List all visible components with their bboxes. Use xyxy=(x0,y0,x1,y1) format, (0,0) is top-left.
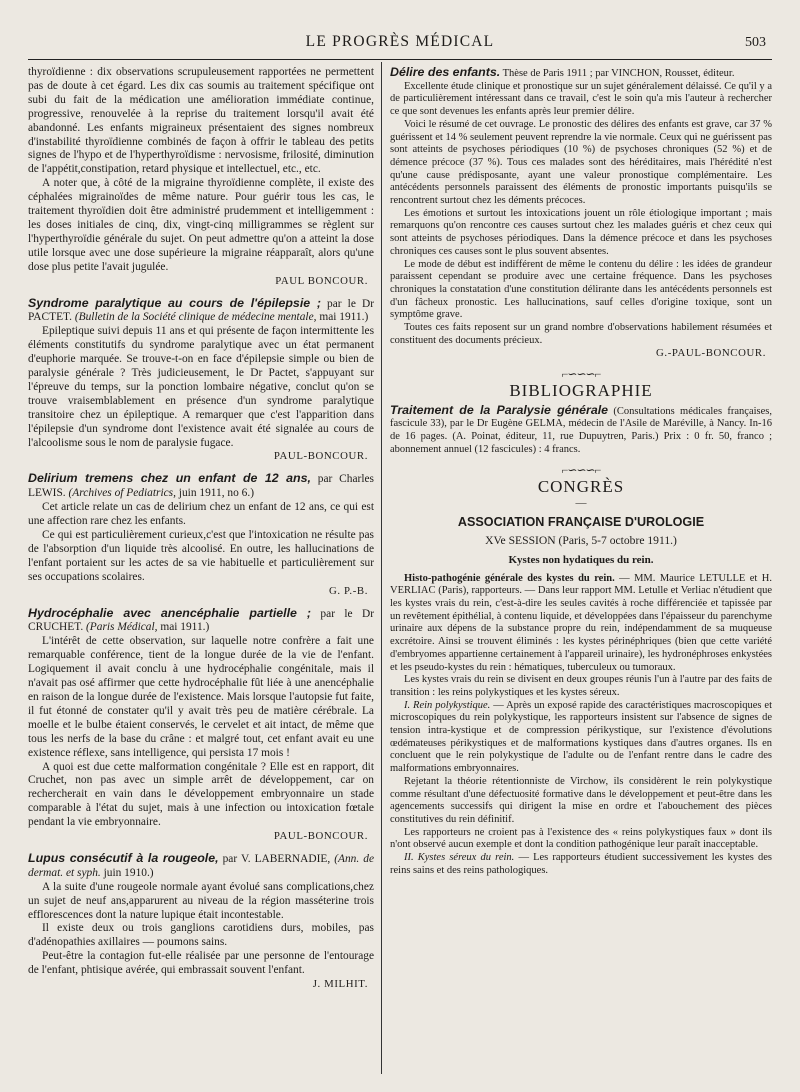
association-heading: ASSOCIATION FRANÇAISE D'UROLOGIE xyxy=(457,514,705,529)
abstract-hydrocephalie xyxy=(28,607,374,844)
article-author: par V. LABERNADIE, xyxy=(218,852,335,865)
column-divider xyxy=(381,62,382,1074)
paragraph: Voici le résumé de cet ouvrage. Le pronostic des délires des enfants est grave, car 37 % guérissent et 14 % seulement peuvent reprendre la vie normale. Ceux qui ne guérissent pas sont atteints de psychoses périodiques (10 %) de psychoses chroniques (52 %) et de démence précoce (37 %). Tous ces malades sont des héréditaires, mais l'hérédité n'est qu'une cause prédisposante, ayant une valeur pronostique complémentaire. Les antécédents personnels paraissent des éléments de pronostic importants puisqu'ils se rencontrent surtout chez les déments précoces. xyxy=(390,118,772,207)
article-date: juin 1910.) xyxy=(100,866,154,879)
article-source: (Archives of Pediatrics, xyxy=(68,487,176,500)
paragraph: Excellente étude clinique et pronostique sur un sujet généralement délaissé. Ce qu'il y a de particulièrement intéressant dans ce travail, c'est le soin qu'a mis l'auteur à rechercher ce que sont devenues les enfants après leur premier délire. xyxy=(390,80,772,118)
section-heading-congres: CONGRÈS xyxy=(537,477,625,497)
paragraph: Epileptique suivi depuis 11 ans et qui présente de façon intermittente les éléments constitutifs du syndrome paralytique avec un état permanent d'euphorie marquée. Se trouve-t-on en face d'épilepsie simple ou bien de paralysie générale ? Très judicieusement, le Dr Pactet, s'appuyant sur l'épreuve du temps, sur la ponction lombaire négative, conclut qu'on se trouve vraisemblablement en présence d'un syndrome paralytique transitoire chez un épileptique. A remarquer que c'est l'apparition dans l'épilepsie d'un syndrome dont l'existence avait été signalée au cours de l'alcoolisme sous le nom de paralysie fugace. xyxy=(28,325,374,449)
article-title: Hydrocéphalie avec anencéphalie partielle ; xyxy=(28,605,312,620)
article-reference: Thèse de Paris 1911 ; par VINCHON, Rousset, éditeur. xyxy=(500,68,735,79)
report-subtitle: II. Kystes séreux du rein. xyxy=(404,852,515,864)
report-title: Histo-pathogénie générale des kystes du rein. xyxy=(404,572,615,584)
article-author: par le Dr CRUCHET. xyxy=(28,607,374,634)
article-title: Lupus consécutif à la rougeole, xyxy=(28,850,219,865)
signature: PAUL-BONCOUR. xyxy=(273,830,368,843)
article-source: (Ann. de dermat. et syph. xyxy=(28,852,374,879)
paragraph: A quoi est due cette malformation congénitale ? Elle est en rapport, dit Cruchet, non pas avec un simple arrêt de développement, car on rechercherait en vain dans le développement embryonnaire un stade comparable à l'état du sujet, mais à une infection ou intoxication fœtale pendant la vie embryonnaire. xyxy=(28,760,374,829)
left-column xyxy=(28,66,374,1076)
section-heading-bibliographie: BIBLIOGRAPHIE xyxy=(509,380,653,400)
session-line: XVe SESSION (Paris, 5-7 octobre 1911.) xyxy=(485,534,677,548)
article-title: Syndrome paralytique au cours de l'épilepsie ; xyxy=(28,295,321,310)
subsection-heading: Kystes non hydatiques du rein. xyxy=(508,553,654,566)
report-subtitle: I. Rein polykystique. xyxy=(404,699,491,711)
paragraph: Les rapporteurs ne croient pas à l'existence des « reins polykystiques faux » dont ils n'ont observé aucun exemple et dont la condition pathogénique leur paraît inacceptable. xyxy=(390,826,772,851)
paragraph: A noter que, à côté de la migraine thyroïdienne complète, il existe des céphalées migrainoïdes de même nature. Pour guérir tous les cas, le traitement thyroïdien doit être administré prudemment et intelligemment : les doses initiales de cinq, dix, vingt-cinq milligrammes se règlent sur l'hyperthyroïdie générale du sujet. On peut admettre qu'on a atteint la dose utile lorsque avec une dose supérieure la migraine réapparaît, alors qu'une dose plus petite l'avait jugulée. xyxy=(28,177,374,273)
signature: J. MILHIT. xyxy=(312,978,368,991)
paragraph: A la suite d'une rougeole normale ayant évolué sans complications,chez un sujet de neuf ans,apparurent au niveau de la région masséterine trois efflorescences dont la nature lupique était incontestable. xyxy=(28,880,374,921)
section-ornament: ⌐∽∽∽⌐ xyxy=(561,367,601,382)
abstract-paralytique xyxy=(28,297,374,465)
signature: PAUL-BONCOUR. xyxy=(273,450,368,463)
paragraph: Peut-être la contagion fut-elle réalisée par une personne de l'entourage de l'enfant, phtisique avérée, qui embrassait souvent l'enfant. xyxy=(28,950,374,977)
article-source: (Bulletin de la Société clinique de médecine mentale, xyxy=(74,311,317,324)
article-reference: (Consultations médicales françaises, fascicule 33), par le Dr Eugène GELMA, médecin de l'Asile de Maréville, à Nancy. In-16 de 16 pages. (A. Poinat, éditeur, 11, rue Dupuytren, Paris.) Prix : 0 fr. 50, franco ; abonnement annuel (12 fascicules) : 4 francs. xyxy=(390,405,772,455)
paragraph: — Après un exposé rapide des caractéristiques macroscopiques et microscopiques du rein polykystique, les rapporteurs insistent sur l'absence de signes de tension intra-kystique et de compression périkystique, sur l'existence d'évolutions œdémateuses périkystiques et de malformations kystiques dans d'autres organes. Ils en concluent que le rein polykystique de l'adulte ou de l'enfant rentre dans le cadre des malformations embryonnaires. xyxy=(390,699,772,775)
article-title: Traitement de la Paralysie générale xyxy=(390,402,609,417)
paragraph: L'intérêt de cette observation, sur laquelle notre confrère a fait une remarquable conférence, tient de la longue durée de la vie de l'enfant. Logiquement il avait conclu à une hydrocéphalie congénitale, mais il n'avait pas osé affirmer que cette hydrocéphalie fût liée à une anencéphalie en raison de la longue durée de l'existence. Mais lorsque l'autopsie fut faite, il fut étonné de constater qu'il y avait très peu de matière cérébrale. La moelle et le bulbe étaient conservés, le cervelet et ait intact, de même que tous les nerfs de la base du crâne : et malgré tout, cet enfant avait eu une existence réflexe, sans intelligence, qui persista 17 mois ! xyxy=(28,635,374,759)
heading-dash: — xyxy=(575,496,587,509)
paragraph: Ce qui est particulièrement curieux,c'est que l'intoxication ne résulte pas de l'absorption d'un liquide très alcoolisé. En outre, les hallucinations de l'enfant portaient sur les actes de sa vie habituelle et particulièrement sur ses occupations scolaires. xyxy=(28,529,374,583)
paragraph: — MM. Maurice LETULLE et H. VERLIAC (Paris), rapporteurs. — Dans leur rapport MM. Letulle et Verliac n'étudient que les kystes vrais du rein, c'est-à-dire les seules cavités à roche différenciée et tapissée par un revêtement épithélial, à contenu liquide, et développées dans l'épaisseur du parenchyme urinaire aux dépens de la substance propre du rein, indépendamment de sa muqueuse excrétoire. Ainsi se trouvent éliminés : les kystes périnéphriques (bien que cette variété d'embryomes appartienne certainement à l'appareil urinaire), les hydronéphroses enkystées et les pseudo-kystes du rein : hématiques, tuberculeux ou tumoraux. xyxy=(390,572,772,673)
paragraph: Toutes ces faits reposent sur un grand nombre d'observations habilement résumées et constituent des documents précieux. xyxy=(390,322,772,346)
journal-title: LE PROGRÈS MÉDICAL xyxy=(305,33,495,50)
paragraph: Les kystes vrais du rein se divisent en deux groupes réunis l'un à l'autre par des faits de transition : les reins polykystiques et les kystes séreux. xyxy=(390,674,772,698)
abstract-lupus xyxy=(28,852,374,992)
article-date: mai 1911.) xyxy=(157,621,210,634)
right-column xyxy=(390,66,772,1076)
article-date: mai 1911.) xyxy=(316,311,369,324)
article-author: par Charles LEWIS. xyxy=(28,473,374,500)
paragraph: Rejetant la théorie rétentionniste de Virchow, ils considèrent le rein polykystique comme résultant d'une défectuosité formative dans le développement et peut-être dans les agencements successifs qui dirigent la mise en ordre et l'abouchement des pièces constitutives du rein définitif. xyxy=(390,775,772,825)
paragraph: Cet article relate un cas de delirium chez un enfant de 12 ans, ce qui est une affection rare chez les enfants. xyxy=(28,501,374,528)
header-rule xyxy=(28,59,772,60)
article-source: (Paris Médical, xyxy=(86,621,158,634)
paragraph: — Les rapporteurs étudient successivement les kystes des reins sains et des reins pathologiques. xyxy=(390,852,772,876)
article-date: juin 1911, no 6.) xyxy=(175,487,254,500)
paragraph: thyroïdienne : dix observations scrupuleusement rapportées ne permettent pas de doute à cet égard. Les dix cas soumis au traitement spécifique ont subi du fait de la médication une amélioration immédiate continue, progressive, renouvelée à la reprise du traitement lorsqu'il avait été abandonné. Les enfants migraineux présentaient des signes nombreux d'instabilité thyroïdienne combinés de façon à offrir le tableau des petits signes de l'hypo et de l'hyperthyroïdisme : nervosisme, frilosité, diminution de l'appétit,constipation, retard physique et intellectuel, etc., etc. xyxy=(28,66,374,176)
article-title: Délire des enfants. xyxy=(390,66,501,79)
signature: G. P.-B. xyxy=(329,584,368,597)
signature: G.-PAUL-BONCOUR. xyxy=(656,347,766,360)
article-title: Delirium tremens chez un enfant de 12 ans, xyxy=(28,471,311,486)
article-author: par le Dr PACTET. xyxy=(28,297,374,324)
running-header xyxy=(0,31,800,55)
section-ornament: ⌐∽∽∽⌐ xyxy=(561,463,601,478)
abstract-delirium-tremens xyxy=(28,472,374,598)
page-number: 503 xyxy=(745,35,766,50)
signature: PAUL BONCOUR. xyxy=(275,274,368,287)
paragraph: Le mode de début est indifférent de même le contenu du délire : les idées de grandeur paraissent cependant se produire avec une certaine fréquence. Dans les psychoses chroniques la constatation d'une constitution délirante dans les antécédents personnels est d'un fâcheux pronostic. Les hallucinations, sauf celles d'origine toxique, sont un symptôme grave. xyxy=(390,258,772,321)
paragraph: Les émotions et surtout les intoxications jouent un rôle étiologique important ; mais remarquons qu'on rencontre ces causes surtout chez les malades guéris et chez ceux qui sont atteints de psychoses périodiques. Dans la démence précoce et dans les psychoses chroniques ces causes sont le plus souvent absentes. xyxy=(390,207,772,257)
paragraph: Il existe deux ou trois ganglions carotidiens durs, mobiles, pas d'adénopathies axillaires — poumons sains. xyxy=(28,922,374,949)
